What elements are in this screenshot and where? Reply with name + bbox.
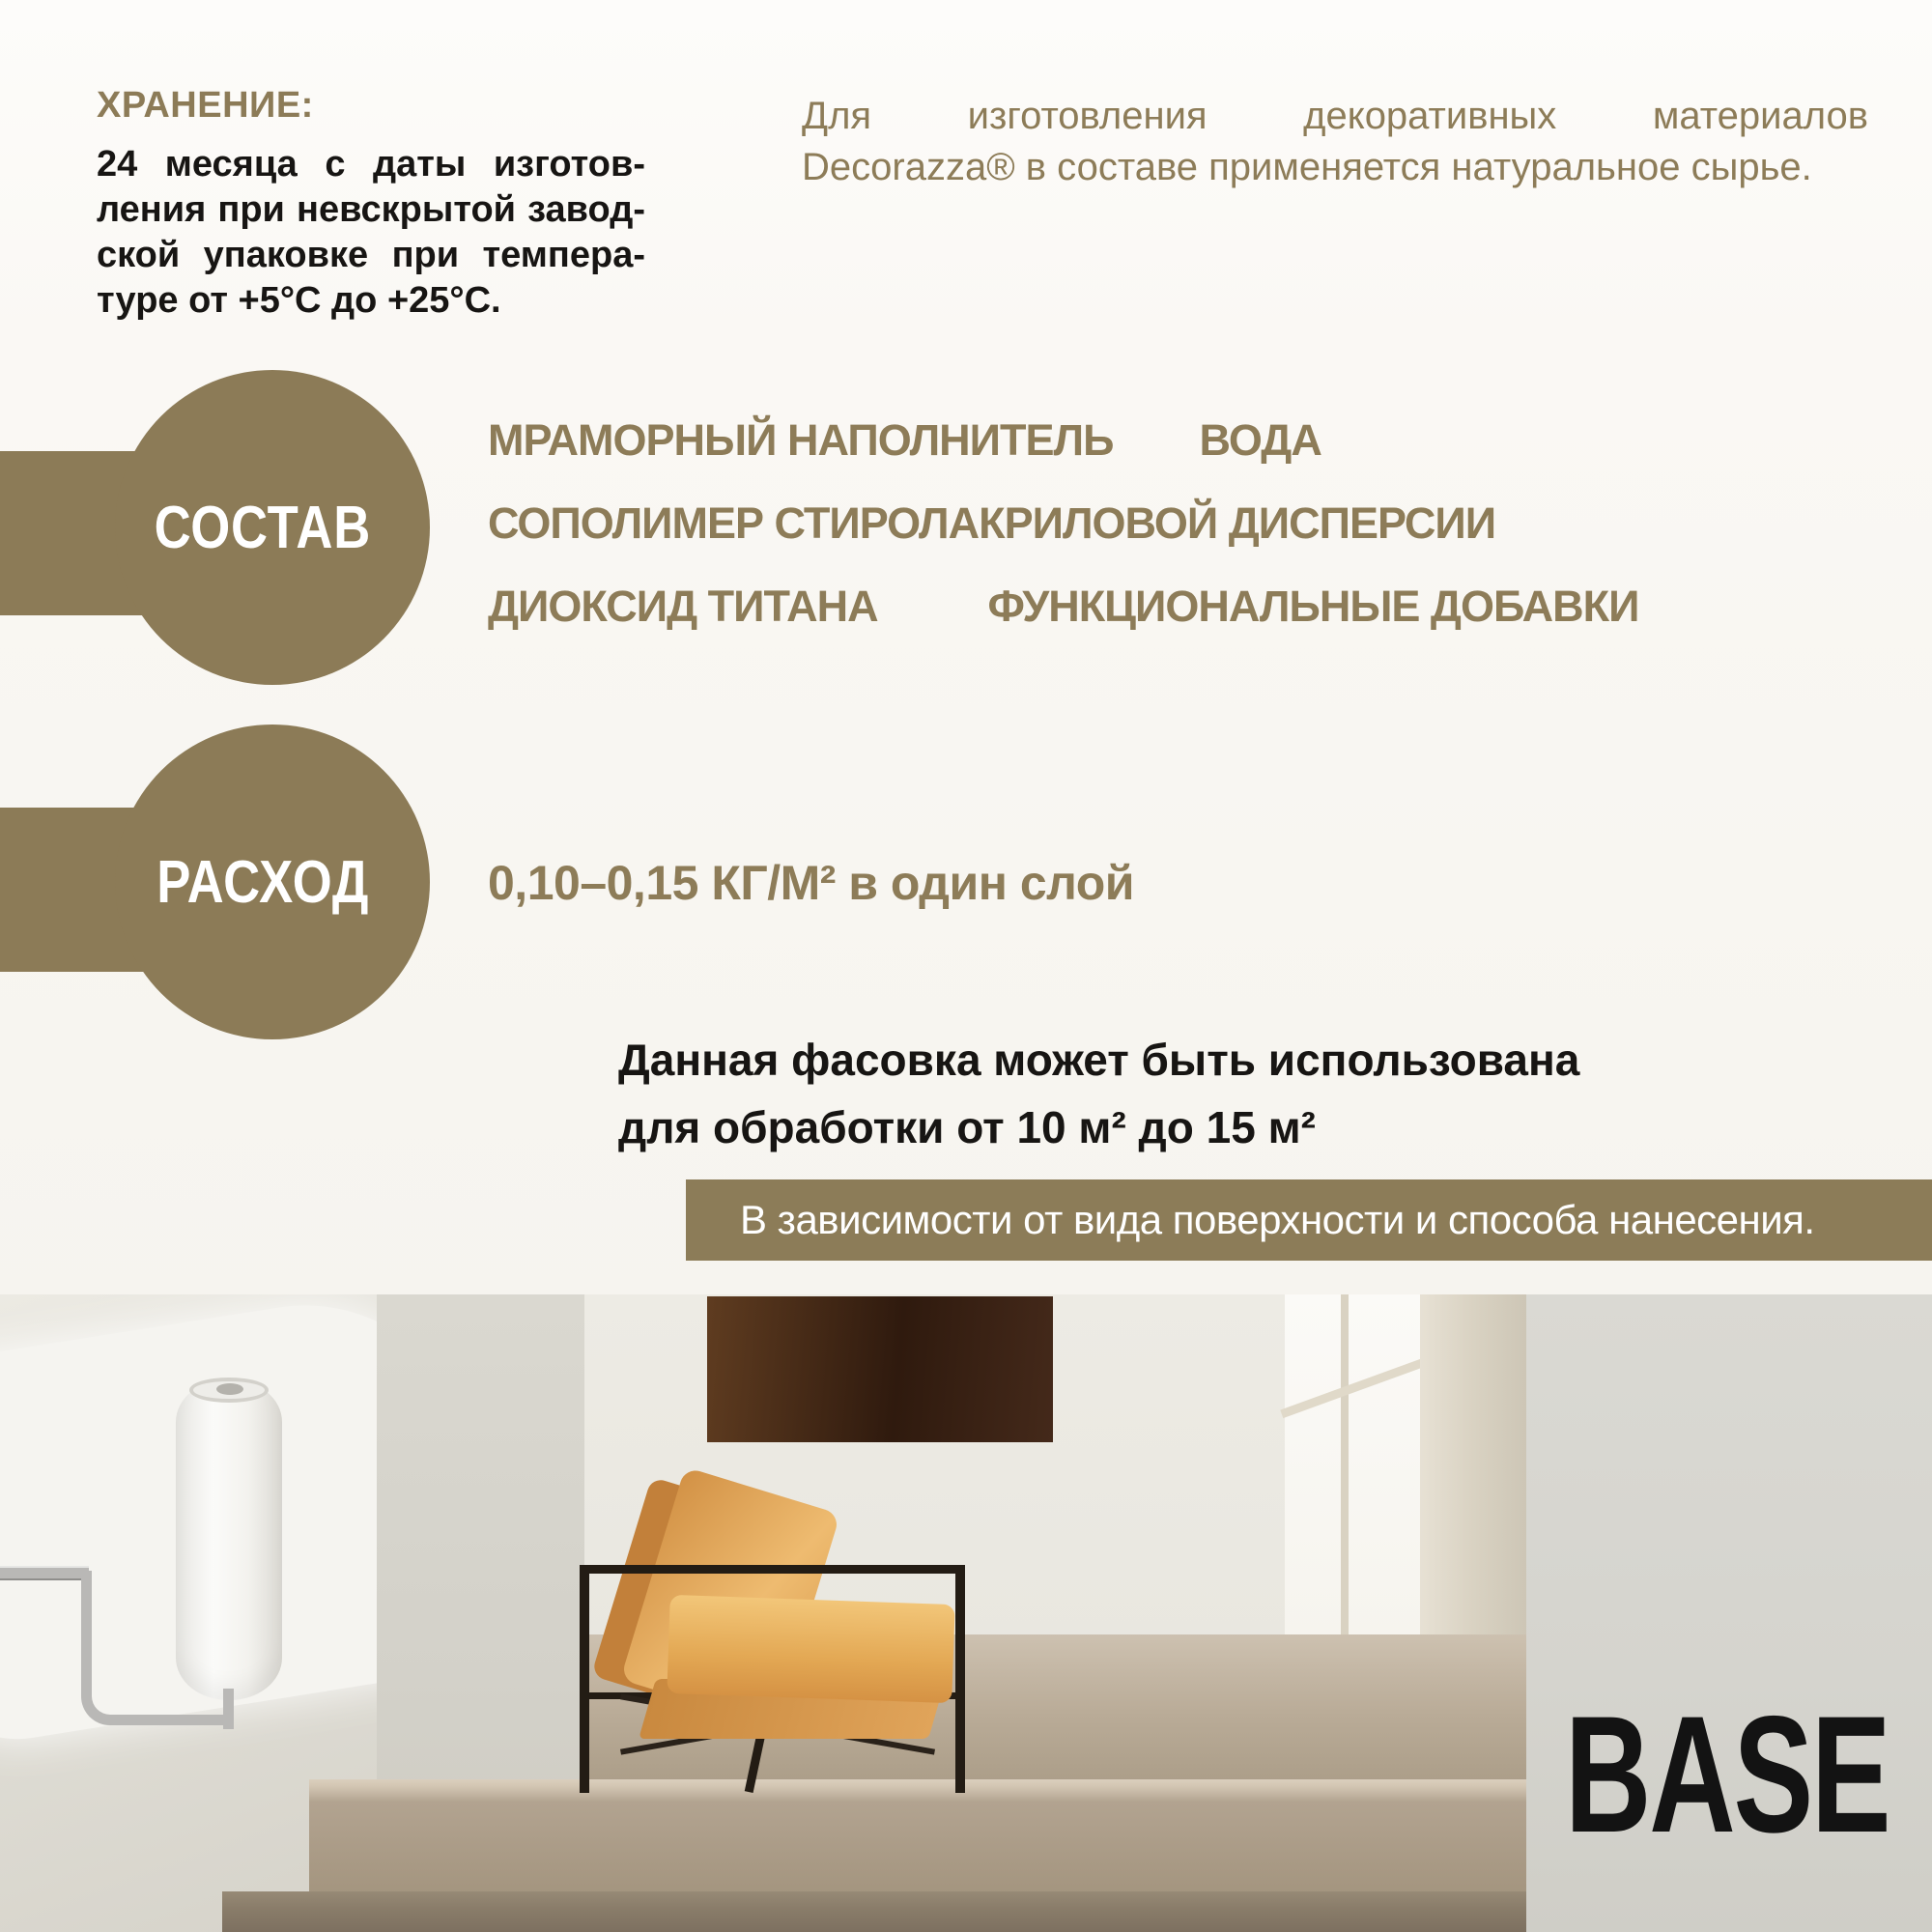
room-photo xyxy=(0,1294,1932,1932)
step-shadow-band xyxy=(222,1891,1526,1932)
armchair-illustration xyxy=(580,1486,966,1793)
intro-line: Для изготовления декоративных материалов xyxy=(802,95,1868,137)
chair-frame-right-post xyxy=(955,1565,965,1793)
step-face xyxy=(309,1779,1526,1893)
composition-item: ВОДА xyxy=(1199,415,1321,465)
paint-roller-core xyxy=(216,1383,243,1395)
roller-handle-hook xyxy=(223,1689,234,1729)
intro-line: Decorazza® в составе применяется натуральное сырье. xyxy=(802,146,1812,188)
packaging-note xyxy=(618,1026,1579,1161)
artwork-rectangle xyxy=(707,1296,1053,1442)
composition-item: СОПОЛИМЕР СТИРОЛАКРИЛОВОЙ ДИСПЕРСИИ xyxy=(488,498,1496,548)
chair-seat-cushion xyxy=(667,1595,954,1703)
composition-badge-circle xyxy=(115,370,430,685)
storage-text-line: 24 месяца с даты изготов- xyxy=(97,144,645,185)
consumption-value: 0,10–0,15 КГ/М² в один слой xyxy=(488,856,1135,910)
product-name-label: BASE xyxy=(1565,1682,1889,1867)
storage-text-line: туре от +5°С до +25°С. xyxy=(97,280,501,321)
application-note-banner xyxy=(686,1179,1932,1261)
storage-text xyxy=(97,142,645,324)
composition-item: МРАМОРНЫЙ НАПОЛНИТЕЛЬ xyxy=(488,415,1114,465)
roller-handle-bend xyxy=(81,1571,234,1725)
composition-row xyxy=(488,415,1686,465)
composition-item: ФУНКЦИОНАЛЬНЫЕ ДОБАВКИ xyxy=(987,582,1639,631)
consumption-badge-circle xyxy=(115,724,430,1039)
storage-heading: ХРАНЕНИЕ: xyxy=(97,85,314,126)
storage-text-line: ской упаковке при темпера- xyxy=(97,235,645,275)
chair-frame-arm xyxy=(580,1565,964,1574)
application-note-text: В зависимости от вида поверхности и способа нанесения. xyxy=(740,1197,1815,1242)
composition-row xyxy=(488,582,1686,631)
storage-text-line: ления при невскрытой завод- xyxy=(97,189,645,230)
intro-text xyxy=(802,91,1868,193)
storage-section xyxy=(97,85,645,324)
packaging-line: Данная фасовка может быть использована xyxy=(618,1035,1580,1085)
composition-row xyxy=(488,498,1686,548)
packaging-line: для обработки от 10 м² до 15 м² xyxy=(618,1102,1316,1152)
chair-frame-left-post xyxy=(580,1565,589,1793)
consumption-badge-label: РАСХОД xyxy=(156,848,369,916)
roller-handle xyxy=(0,1566,89,1580)
composition-list xyxy=(488,415,1686,665)
composition-item: ДИОКСИД ТИТАНА xyxy=(488,582,878,631)
composition-badge-label: СОСТАВ xyxy=(154,494,372,561)
